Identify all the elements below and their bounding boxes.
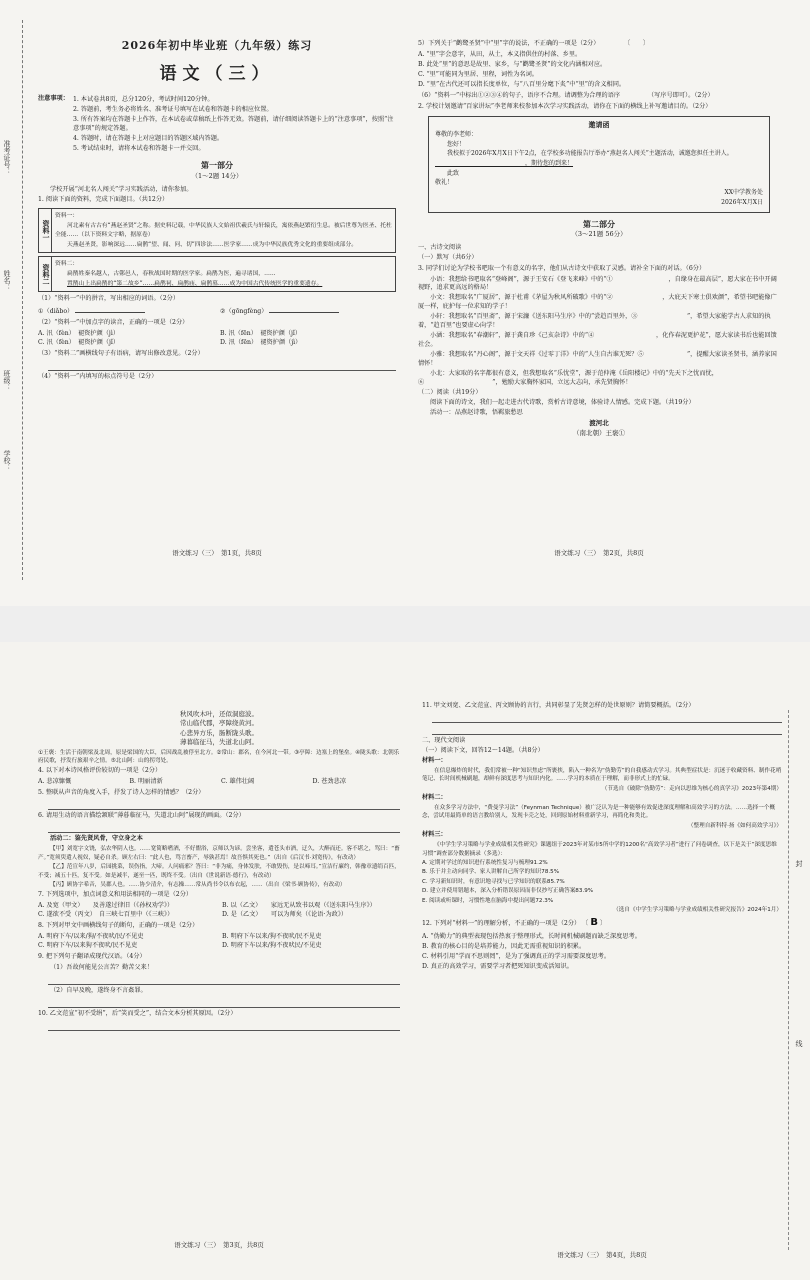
exam-number-label: 准考证号： bbox=[3, 140, 11, 175]
letter-title: 邀请函 bbox=[588, 119, 610, 129]
material-title: 资料一： bbox=[55, 213, 79, 220]
dialogue-line: 小涵：我想取名“春潮轩”，源于龚自珍《己亥杂诗》中的“④ ，化作春泥更护花”，愿大家读书后也能回馈社会。 bbox=[418, 332, 777, 349]
binding-line bbox=[22, 20, 23, 580]
activity-intro: 学校开展“河北名人闯关”学习实践活动，请你参加。 bbox=[50, 185, 193, 193]
material-2-box bbox=[38, 256, 396, 292]
activity-heading: 活动二：鉴先贤风骨，守立身之本 bbox=[50, 835, 143, 843]
material-paragraph: 在信息爆炸的时代，我们常被一种“知识焦虑”所裹挟，陷入一种名为“伪勤劳”的自我感动式学习。其典型症状是：沉迷于收藏资料、制作花哨笔记、长时间机械刷题，却鲜有深度思考与知识内化。……学习的本质在于理解，而非形式上的忙碌。 bbox=[422, 767, 782, 783]
material-title: 材料二： bbox=[422, 794, 447, 802]
page-1 bbox=[38, 38, 396, 558]
question-12: 12. 下列对“材料一”的理解分析，不正确的一项是（2分） 〔 B 〕 bbox=[422, 917, 607, 929]
page-3 bbox=[38, 710, 400, 1250]
classical-text-a: 【甲】刘宽字文饶，弘农华阴人也。……宽简略嗜酒，不好盥浴，京师以为谚。尝坐客，遣苍头市酒，迂久，大醉而还。客不堪之，骂曰：“畜产。”宽须臾遣人视奴，疑必自杀。顾左右曰：“此人也，骂言畜产，辱孰甚焉！故吾惧其死也。”（出自《后汉书·刘宽传》，有改动） bbox=[38, 846, 400, 861]
material-paragraph: 《中学生学习策略与学业成绩相关性研究》课题组于2023年对某市5所中学的1200名“高效学习者”进行了问卷调查，以下是关于“深度思维习惯”调查部分数据摘录（多选）： bbox=[422, 842, 777, 857]
letter-date: 2026年X月X日 bbox=[721, 198, 763, 206]
question-3: 3. 同学们讨论为学校书吧取一个有意义的名字，他们从古诗文中获取了灵感。请补全下面的对话。（6分） bbox=[418, 264, 706, 272]
dialogue-line: 小轩：我想取名“百里斋”，源于宋濂《送东阳马生序》中的“尝趋百里外，③ ”，希望大家能学古人求知的执着，“趋百里”也要虚心向学！ bbox=[418, 313, 771, 330]
option-d: D. 真正的高效学习，需要学习者把死知识变成活知识。 bbox=[422, 962, 573, 970]
exam-title: 2026年初中毕业班（九年级）练习 bbox=[121, 39, 313, 52]
subsection-heading: （一）阅读下文，回答12～14题。（共8分） bbox=[422, 746, 544, 754]
dialogue-line: 小北：大家取的名字都很有意义，但我想取名“乐忧堂”，源于范仲淹《岳阳楼记》中的“先天下之忧而忧，⑥ ”，勉励大家胸怀家国，立远大志向，承先贤胸怀！ bbox=[418, 370, 718, 387]
material-1-box bbox=[38, 208, 396, 253]
binding-margin-right bbox=[784, 710, 806, 1250]
notice-item: 2. 答题前，考生务必将姓名、准考证号填写在试卷和答题卡的相应位置。 bbox=[72, 105, 273, 113]
notice-label: 注意事项： bbox=[38, 94, 69, 102]
page-footer: 语文练习（三） 第2页，共8页 bbox=[554, 548, 644, 557]
notice-item: 5. 考试结束时，请将本试卷和答题卡一并交回。 bbox=[72, 144, 205, 152]
survey-item: B. 乐于并主动向同学、家人讲解自己所学的知识78.5% bbox=[422, 869, 560, 876]
question-9-2: （2）自早及晚，遂终身不言姦罪。 bbox=[50, 987, 147, 995]
seal-label: 封 bbox=[795, 860, 803, 867]
question-1: 1. 阅读下面的资料，完成下面题目。（共12分） bbox=[38, 196, 169, 204]
answer-line[interactable] bbox=[48, 800, 400, 810]
material-label: 资料一 bbox=[39, 209, 52, 252]
material-source: （节选自《破除“伪勤劳”：走向以思维为核心的真学习》2023年第4期） bbox=[601, 785, 782, 792]
material-source: （整理自新科特·扬《如何高效学习》） bbox=[687, 822, 782, 829]
option-b: B. 以（乙文） 家远无从致书以观（《送东阳马生序》） bbox=[222, 902, 376, 910]
letter-hello: 您好！ bbox=[447, 140, 466, 148]
option-d: D. 苍劲悲凉 bbox=[312, 778, 346, 786]
material-title: 材料三： bbox=[422, 831, 447, 839]
class-label: 班级： bbox=[3, 370, 11, 391]
question-1-2: （2）“资料一”中加点字的读音，正确的一项是（2分） bbox=[38, 319, 189, 327]
question-9: 9. 把下列句子翻译成现代汉语。（4分） bbox=[38, 953, 146, 961]
option-a: A. “里”字会意字，从田，从土，本义指供住的村落、乡里。 bbox=[418, 50, 582, 58]
material-label: 资料二 bbox=[39, 257, 52, 291]
dialogue-line: 小语：我想给书吧取名“登峰阁”，源于王安石《登飞来峰》中的“① ，自缘身在最高层”，愿大家在书中开阔视野，追求更高远的格局！ bbox=[418, 275, 777, 292]
section-heading: 二、现代文阅读 bbox=[422, 736, 466, 744]
survey-item: A. 定期对学过的知识进行系统性复习与梳理91.2% bbox=[422, 860, 548, 867]
line-label: 线 bbox=[795, 1040, 803, 1047]
invitation-letter bbox=[428, 116, 770, 213]
option-a: A. 悲凉慷慨 bbox=[38, 778, 72, 786]
option-a: A. 及宽（甲文） 及善遂过律旧（《孙权劝学》） bbox=[38, 902, 174, 910]
poem-line: 薄暮临征马，失道北山阿。 bbox=[180, 738, 258, 747]
option-c: C. 汛（fèn） 褪资护颜（jǐ） bbox=[38, 339, 120, 347]
option-c: C. 雄伟壮阔 bbox=[221, 778, 255, 786]
pinyin-item: ②（gōngfèng） bbox=[220, 306, 396, 317]
binding-margin bbox=[0, 0, 30, 606]
part-heading: 第二部分 bbox=[583, 218, 615, 229]
notice-item: 4. 答题时，请在答题卡上对应题目的答题区域内答题。 bbox=[72, 134, 224, 142]
name-label: 姓名： bbox=[3, 270, 11, 291]
option-c: C. 遂欲不受（丙文） 自三峡七百里中（《三峡》） bbox=[38, 911, 174, 919]
question-4: 4. 以下对本诗风格评价较切的一项是（2分） bbox=[38, 767, 162, 775]
notice-item: 3. 所有答案均在答题卡上作答，在本试卷或草稿纸上作答无效。答题前，请仔细阅读答题卡上的“注意事项”，按照“注意事项”的规定答题。 bbox=[72, 115, 394, 132]
question-5-top: 5）下列关于“鹳鹭圣贤”中“里”字的说法，不正确的一项是（2分） 〔 〕 bbox=[418, 40, 649, 47]
material-paragraph: 河北素有古古有“燕赵圣贤”之称。据史料记载，中华民族人文始祖伏羲氏与轩辕氏，寓依燕赵繁衍生息。被后世尊为医圣、托杜全能……（以下资料文字略，据原卷） bbox=[55, 223, 392, 238]
section-heading: 一、古诗文阅读 bbox=[418, 243, 462, 251]
answer-blank[interactable] bbox=[269, 306, 339, 313]
school-label: 学校： bbox=[3, 450, 11, 471]
page-footer: 语文练习（三） 第3页，共8页 bbox=[174, 1240, 264, 1249]
option-a: A. 明府下车/以来/狗/不夜吠/民/不见吏 bbox=[38, 933, 144, 941]
material-paragraph: 天燕赵圣贤，影响深远……扁鹊“望、闻、问、切”四诊法……医学家……成为中华民族优秀文化的重要组成部分。 bbox=[67, 241, 358, 248]
page-2 bbox=[418, 38, 780, 558]
material-title: 资料二： bbox=[55, 261, 79, 268]
option-a: A. “伪勤力”的典型表现包括热衷于整理形式，长时间机械刷题而缺乏深度思考。 bbox=[422, 932, 641, 940]
material-paragraph: 扁鹊姓秦名越人，古鄚邑人，春秋战国时期的医学家。扁鹊为医，遍寻诸国，…… bbox=[67, 270, 276, 277]
material-title: 材料一： bbox=[422, 756, 447, 764]
part-range: （1～2题 14分） bbox=[191, 172, 243, 181]
survey-item: D. 建立并使用错题本，深入分析错误原因而非仅抄写正确答案83.9% bbox=[422, 888, 594, 895]
exam-subject: 语文（三） bbox=[159, 63, 275, 84]
option-b: B. 明府下车以来/狗不夜吠/民不见吏 bbox=[222, 933, 322, 941]
answer-line[interactable] bbox=[432, 725, 782, 735]
material-paragraph: 在众多学习方法中，“费曼学习法”（Feynman Technique）被广泛认为是一种能够有效促进深度理解和高效学习的方法。……选择一个概念，尝试用最简单的语言教给别人，发现卡壳之处，回到原始材料重新学习，再简化和类比。 bbox=[422, 805, 776, 820]
answer-line[interactable] bbox=[48, 975, 400, 985]
poem-line: 心悲异方乐，肠断陇头歌。 bbox=[180, 728, 258, 737]
dialogue-line: 小文：我想取名“广厦居”，源于杜甫《茅屋为秋风所破歌》中的“② ，大庇天下寒士俱欢颜”，希望书吧能像广厦一样，庇护每一位求知的学子！ bbox=[418, 294, 777, 311]
question-7: 7. 下列选项中，加点词意义和用法相同的一项是（2分） bbox=[38, 891, 193, 899]
question-6-top: （6）“资料一”中标出①②③④的句子，语序不合理。请调整为合理的语序 （写序号即可）。（2分） bbox=[418, 91, 714, 99]
poem-line: 秋风吹木叶，还似洞庭波。 bbox=[180, 710, 258, 718]
survey-item: C. 学习新知识时，有意识地寻找与已学知识的联系85.7% bbox=[422, 878, 565, 885]
option-d: D. 汛（fēn） 褪资护颜（jì） bbox=[220, 339, 302, 347]
answer-line[interactable] bbox=[48, 823, 400, 833]
page-4 bbox=[422, 700, 782, 1260]
option-d: D. “里”在古代还可以指长度单位，与“八百里分麾下炙”中“里”的含义相同。 bbox=[418, 80, 626, 88]
option-a: A. 汛（fèn） 褪资护颜（jì） bbox=[38, 330, 120, 338]
option-d: D. 是（乙文） 可以为师矣（《论语·为政》） bbox=[222, 911, 348, 919]
question-8: 8. 下列对甲文中画横线句子的断句，正确的一项是（2分） bbox=[38, 922, 199, 930]
letter-signature: XX中学教务处 bbox=[724, 189, 763, 197]
question-1-1: （1）“资料一”中的拼音，写出相应的词语。（2分） bbox=[38, 295, 180, 303]
question-9-1: （1）吾故何能见公言苦？勤苦父来！ bbox=[50, 964, 153, 972]
subsection-heading: （一）默写（共6分） bbox=[418, 253, 478, 261]
poem-line: 常山临代郡，亭障绕黄河。 bbox=[180, 719, 258, 728]
question-1-3: （3）“资料二”画横线句子有语病，请写出修改意见。（2分） bbox=[38, 350, 204, 358]
option-b: B. 教育的核心目的是培养能力，因此无需重视知识的积累。 bbox=[422, 942, 586, 950]
handwritten-answer: B bbox=[590, 917, 598, 929]
question-11: 11. 甲文刘宽、乙文范宣、丙文顾协的言行，共同彰显了先贤怎样的处世原则？请简要概括。（2分） bbox=[422, 702, 695, 709]
activity-intro: 阅读下面的诗文，我们一起走进古代诗歌，赏析古诗意境，体验诗人情感。完成下题。（共19分） bbox=[430, 399, 695, 407]
option-c: C. 明府下车/以来狗不夜吠/民不见吏 bbox=[38, 942, 138, 950]
part-range: （3～21题 56分） bbox=[571, 230, 627, 239]
subsection-heading: （二）阅读（共19分） bbox=[418, 389, 482, 397]
material-source: （选自《中学生学习策略与学业成绩相关性研究报告》2024年1月） bbox=[613, 906, 782, 913]
option-b: B. 此处“里”的意思是故里、家乡，与“鹳鹭圣贤”的文化内涵相对应。 bbox=[418, 60, 607, 68]
pinyin-item: ①（diǎbo） bbox=[38, 306, 214, 317]
answer-line[interactable] bbox=[48, 1021, 400, 1031]
option-b: B. 明丽清新 bbox=[129, 778, 163, 786]
letter-close: 此致 bbox=[447, 169, 460, 177]
binding-line bbox=[788, 710, 789, 1250]
poem-title: 渡河北 bbox=[589, 419, 609, 428]
answer-line[interactable] bbox=[48, 361, 396, 371]
poem-notes: ①王褒：生活于南朝梁及北周，原是梁国的大臣，后因战乱被俘至北方。②常山：郡名，在今河北一带。③亭障：边塞上的堡垒。④陇头歌：北朝乐府民歌，抒发行旅艰辛之情。⑤北山阿：山的拐弯处。 bbox=[38, 749, 400, 765]
letter-blank-line[interactable]: ，期待您的到来！ bbox=[435, 160, 574, 168]
question-1-4: （4）“资料一”内填写的标点符号是（2分） bbox=[38, 373, 158, 381]
poem-author: （南北朝）王褒① bbox=[573, 428, 625, 437]
option-d: D. 明府下车以来/狗不夜吠民/不见吏 bbox=[222, 942, 322, 950]
letter-greeting: 尊敬的李老师： bbox=[435, 131, 478, 139]
notice-item: 1. 本试卷共8页，总分120分，考试时间120分钟。 bbox=[72, 95, 214, 103]
option-c: C. “里”可能同为里居、里程，词性为名词。 bbox=[418, 70, 538, 78]
answer-line[interactable] bbox=[48, 998, 400, 1008]
page-footer: 语文练习（三） 第1页，共8页 bbox=[172, 548, 262, 557]
part-heading: 第一部分 bbox=[201, 160, 233, 171]
dialogue-line: 小雅：我想取名“丹心阁”，源于文天祥《过零丁洋》中的“人生自古谁无死？⑤ ”，提醒大家读圣贤书，涵养家国情怀！ bbox=[418, 351, 777, 368]
question-2: 2. 学校计划邀请“百家讲坛”李老师来校参加本次学习实践活动，请你在下面的横线上补写邀请目的。（2分） bbox=[418, 102, 712, 110]
letter-salute: 敬礼！ bbox=[435, 179, 454, 187]
page-footer: 语文练习（三） 第4页，共8页 bbox=[557, 1250, 647, 1259]
notice-block bbox=[38, 95, 396, 155]
classical-text-c: 【丙】顾协字希音，吴郡人也。……协少清介，有志操……常从尚书令以布衣起，……（出自《梁书·顾协传》，有改动） bbox=[50, 881, 346, 888]
answer-blank[interactable] bbox=[75, 306, 145, 313]
letter-body: 我校拟于2026年X月X日下午2点，在学校多功能报告厅举办“燕赵名人闯关”主题活动，诚邀您担任主讲人。 bbox=[447, 150, 733, 158]
classical-text-b: 【乙】范宣年八岁，后园挑菜，误伤指，大啼。人问痛邪？答曰：“非为痛，身体发肤，不敢毁伤，是以啼耳。”宣洁行廉约，韩豫章遗绢百匹，不受；减五十匹，复不受。如是减半，遂至一匹，既终不受。（出自《世说新语·德行》，有改动） bbox=[38, 864, 400, 879]
question-6: 6. 请用生动的语言描绘颔联“薄暮临征马，失道北山阿”展现的画面。（2分） bbox=[38, 812, 245, 820]
question-5: 5. 整联从声音的角度入手，抒发了诗人怎样的情感？（2分） bbox=[38, 789, 205, 797]
question-10: 10. 乙文范宣“初不受绢”，后“笑而受之”，结合文本分析其原因。（2分） bbox=[38, 1010, 237, 1018]
answer-line[interactable] bbox=[432, 713, 782, 723]
survey-item: E. 阅读或听课时，习惯性地在脑海中提出问题72.3% bbox=[422, 897, 554, 904]
activity-heading: 活动一：品燕赵诗歌，悟羁旅愁思 bbox=[430, 409, 523, 417]
top-sheet bbox=[0, 0, 810, 606]
material-paragraph: 置鹊山上出扁鹊的“第二故乡”……扁鹊祠、扁鹊庙、扁鹊墓……成为中国古代传统医学的重要遗存。 bbox=[67, 280, 323, 287]
option-b: B. 汛（fēn） 褪资护颜（jǐ） bbox=[220, 330, 302, 338]
option-c: C. 材料引用“学而不思则罔”，是为了强调真正的学习需要深度思考。 bbox=[422, 952, 611, 960]
